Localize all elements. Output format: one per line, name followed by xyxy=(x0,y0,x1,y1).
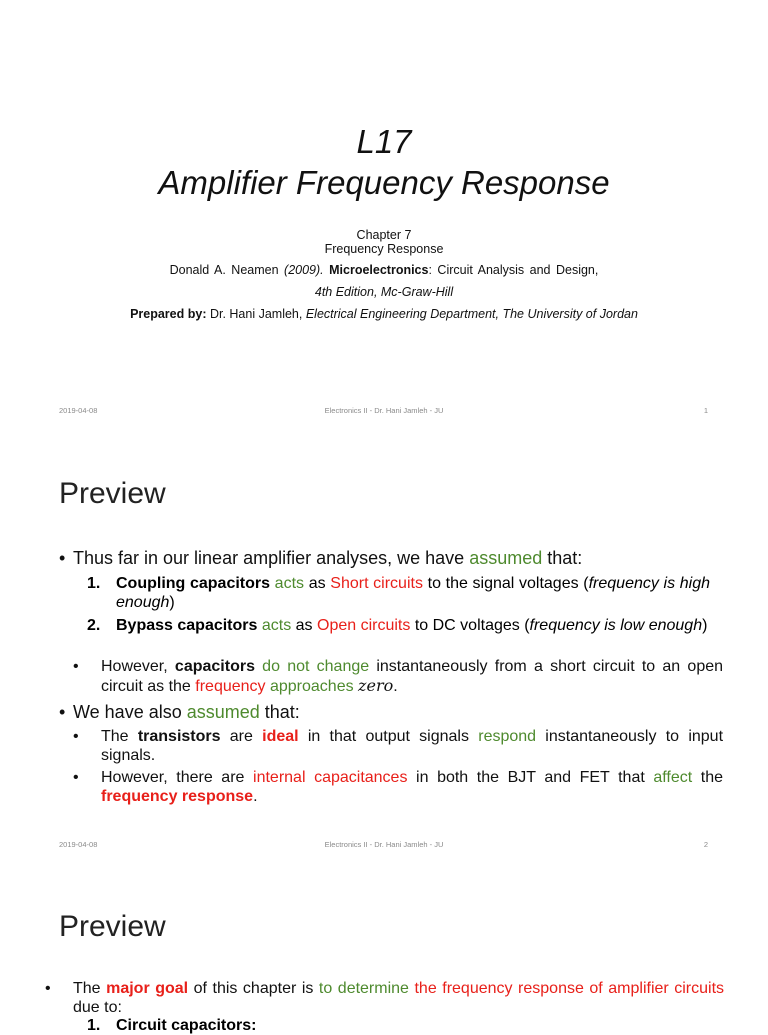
sub-bullet-transistors xyxy=(73,727,724,765)
text-italic: frequency is high enough xyxy=(116,575,710,611)
text: instantaneously from a short circuit to an open circuit as the xyxy=(101,658,724,695)
text: of this chapter is xyxy=(188,980,319,997)
text-bold: capacitors xyxy=(174,658,255,675)
edition-line: 4th Edition, Mc-Graw-Hill xyxy=(314,285,454,299)
text: The xyxy=(73,980,107,997)
bullet-assumed-2 xyxy=(59,701,711,723)
text: in both the BJT and FET that xyxy=(407,769,654,786)
text: . xyxy=(393,678,398,695)
slide-1 xyxy=(0,0,768,433)
text-bold: Bypass capacitors xyxy=(116,617,258,634)
footer-page-number: 2 xyxy=(703,840,708,849)
slide-title: Preview xyxy=(59,910,166,943)
ref-author: Donald A. Neamen xyxy=(169,263,285,277)
list-item-coupling xyxy=(116,574,710,612)
footer-course: Electronics II - Dr. Hani Jamleh - JU xyxy=(324,840,444,849)
footer-date: 2019-04-08 xyxy=(59,406,98,415)
text: We have also xyxy=(73,702,187,722)
text: However, xyxy=(101,658,175,675)
text: to DC voltages ( xyxy=(410,617,530,634)
list-number-1: 1. xyxy=(87,575,101,592)
chapter-label: Chapter 7 xyxy=(356,228,412,242)
highlight-green: do not change xyxy=(254,658,370,675)
slide-title: Preview xyxy=(59,477,166,510)
highlight-red: frequency xyxy=(195,678,266,695)
text: instantaneously to input signals. xyxy=(101,728,724,764)
text-bold: Coupling capacitors xyxy=(116,575,271,592)
footer-course: Electronics II - Dr. Hani Jamleh - JU xyxy=(324,406,444,415)
footer-page-number: 1 xyxy=(703,406,708,415)
prepared-by-line xyxy=(0,307,768,321)
chapter-title: Frequency Response xyxy=(324,242,444,256)
sub-bullet-internal-capacitances xyxy=(73,768,724,806)
slide-3 xyxy=(0,866,768,1034)
bullet-glyph: • xyxy=(73,658,79,675)
ref-book: Microelectronics xyxy=(329,263,429,277)
highlight-green: assumed xyxy=(186,702,260,722)
list-number-1: 1. xyxy=(87,1017,101,1034)
prepared-dept: Electrical Engineering Department, The University of Jordan xyxy=(305,307,638,321)
text: . xyxy=(253,788,258,805)
highlight-red: Short circuits xyxy=(330,575,423,592)
highlight-green: acts xyxy=(270,575,305,592)
highlight-red-bold: frequency response xyxy=(101,788,254,805)
bullet-major-goal xyxy=(45,979,725,1017)
lecture-title: Amplifier Frequency Response xyxy=(158,164,610,201)
text: that: xyxy=(542,548,583,568)
bullet-glyph: • xyxy=(73,728,79,745)
text: the xyxy=(692,769,724,786)
prepared-label: Prepared by: xyxy=(130,307,207,321)
text-italic: frequency is low enough xyxy=(529,617,703,634)
bullet-assumed-1 xyxy=(59,547,711,569)
ref-year: (2009). xyxy=(284,263,324,277)
highlight-red: Open circuits xyxy=(317,617,411,634)
highlight-red-bold: ideal xyxy=(262,728,299,745)
highlight-red-bold: major goal xyxy=(106,980,189,997)
list-item-bypass xyxy=(116,616,710,635)
highlight-red: internal capacitances xyxy=(253,769,408,786)
text: in that output signals xyxy=(298,728,479,745)
text: Thus far in our linear amplifier analyses, we have xyxy=(73,548,470,568)
ref-rest: : Circuit Analysis and Design, xyxy=(428,263,599,277)
text-bold: transistors xyxy=(137,728,221,745)
bullet-glyph: • xyxy=(59,702,66,722)
prepared-name: Dr. Hani Jamleh, xyxy=(206,307,306,321)
text: ) xyxy=(169,594,175,611)
text: are xyxy=(220,728,263,745)
reference-line xyxy=(0,263,768,277)
bullet-glyph: • xyxy=(73,769,79,786)
text: as xyxy=(291,617,317,634)
highlight-green: affect xyxy=(653,769,693,786)
highlight-green: respond xyxy=(478,728,537,745)
math-zero: zero xyxy=(358,676,394,695)
text: to the signal voltages ( xyxy=(422,575,589,592)
text: due to: xyxy=(73,999,122,1016)
bullet-glyph: • xyxy=(45,980,51,997)
highlight-red: the frequency response of amplifier circuits xyxy=(408,980,725,997)
lecture-number: L17 xyxy=(356,123,412,160)
highlight-green: approaches xyxy=(265,678,359,695)
slide-2 xyxy=(0,433,768,866)
list-item-circuit-capacitors: Circuit capacitors: xyxy=(116,1017,257,1034)
highlight-green: assumed xyxy=(469,548,543,568)
highlight-green: to determine xyxy=(318,980,409,997)
highlight-green: acts xyxy=(257,617,292,634)
text: that: xyxy=(259,702,300,722)
text: However, there are xyxy=(101,769,254,786)
sub-bullet-capacitors xyxy=(73,657,724,696)
text: ) xyxy=(702,617,708,634)
text: as xyxy=(304,575,331,592)
bullet-glyph: • xyxy=(59,548,66,568)
list-number-2: 2. xyxy=(87,617,101,634)
text: The xyxy=(101,728,138,745)
footer-date: 2019-04-08 xyxy=(59,840,98,849)
